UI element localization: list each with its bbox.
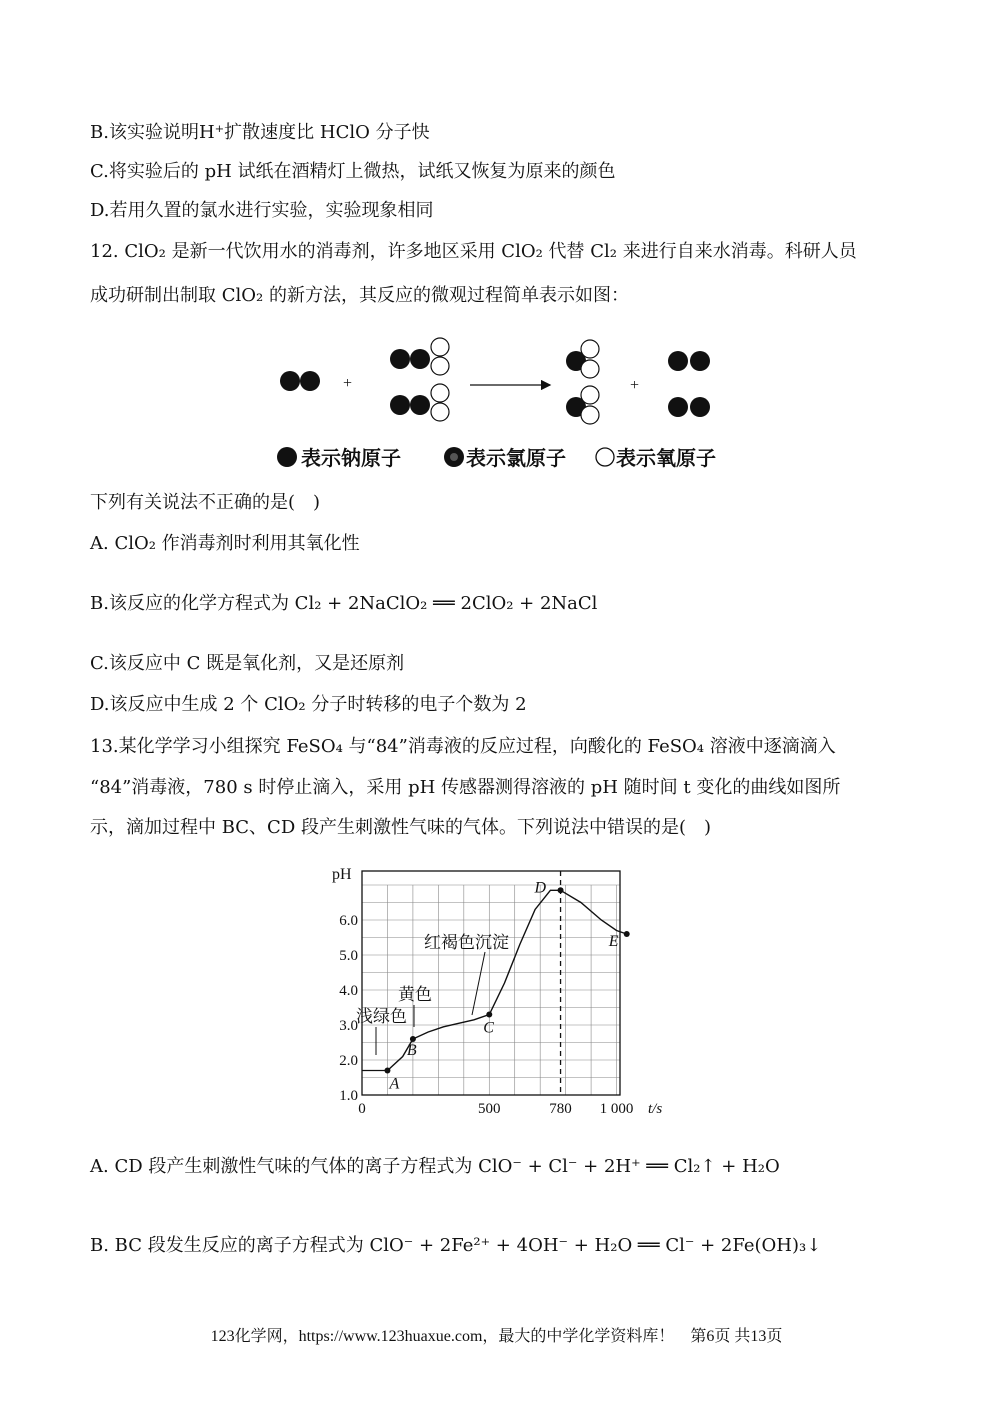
x-tick-label: 0 xyxy=(358,1101,366,1117)
plus-sign-1: + xyxy=(343,375,353,392)
q13-option-a: A. CD 段产生刺激性气味的气体的离子方程式为 ClO⁻ + Cl⁻ + 2H⁺ ══ Cl₂↑ + H₂O xyxy=(90,1156,780,1177)
point-label-A: A xyxy=(389,1075,400,1093)
cl2-molecule xyxy=(280,371,320,391)
q12-question: 下列有关说法不正确的是( ) xyxy=(90,492,321,513)
y-axis-label: pH xyxy=(332,866,352,883)
q13-stem-line2: “84”消毒液，780 s 时停止滴入，采用 pH 传感器测得溶液的 pH 随时间 t 变化的曲线如图所 xyxy=(90,777,841,798)
point-label-E: E xyxy=(608,933,619,950)
q13-option-b: B. BC 段发生反应的离子方程式为 ClO⁻ + 2Fe²⁺ + 4OH⁻ + H₂O ══ Cl⁻ + 2Fe(OH)₃↓ xyxy=(90,1235,822,1256)
q13-stem-line1: 13.某化学学习小组探究 FeSO₄ 与“84”消毒液的反应过程，向酸化的 FeSO₄ 溶液中逐滴滴入 xyxy=(90,736,836,757)
svg-text:表示钠原子: 表示钠原子 xyxy=(301,448,401,470)
naclo2-molecule-2 xyxy=(390,384,449,421)
q12-stem-line1: 12. ClO₂ 是新一代饮用水的消毒剂，许多地区采用 ClO₂ 代替 Cl₂ 来进行自来水消毒。科研人员 xyxy=(90,241,857,262)
y-tick-label: 3.0 xyxy=(339,1018,358,1034)
q12-option-b: B.该反应的化学方程式为 Cl₂ + 2NaClO₂ ══ 2ClO₂ + 2NaCl xyxy=(90,593,598,614)
svg-text:表示氧原子: 表示氧原子 xyxy=(616,448,716,470)
annotation-arrow xyxy=(472,952,485,1015)
annotation-light-green: 浅绿色 xyxy=(356,1007,407,1026)
y-tick-label: 1.0 xyxy=(339,1088,358,1104)
nacl-molecule-2 xyxy=(668,397,710,417)
annotation-yellow: 黄色 xyxy=(398,985,432,1004)
x-tick-label: 780 xyxy=(549,1101,572,1117)
q12-option-c: C.该反应中 C 既是氧化剂，又是还原剂 xyxy=(90,653,405,674)
q12-option-a: A. ClO₂ 作消毒剂时利用其氧化性 xyxy=(90,533,360,554)
legend-chlorine xyxy=(444,446,566,470)
nacl-molecule-1 xyxy=(668,351,710,371)
plot-frame xyxy=(362,871,620,1095)
point-label-B: B xyxy=(406,1042,417,1059)
point-E xyxy=(624,931,630,937)
point-label-D: D xyxy=(534,879,547,897)
legend-sodium xyxy=(277,446,401,470)
q13-stem-line3: 示，滴加过程中 BC、CD 段产生刺激性气味的气体。下列说法中错误的是( ) xyxy=(90,817,712,838)
legend-oxygen xyxy=(596,446,716,470)
q11-option-b: B.该实验说明H⁺扩散速度比 HClO 分子快 xyxy=(90,122,430,143)
q12-option-d: D.该反应中生成 2 个 ClO₂ 分子时转移的电子个数为 2 xyxy=(90,694,527,715)
svg-text:表示氯原子: 表示氯原子 xyxy=(466,448,566,470)
q12-stem-line2: 成功研制出制取 ClO₂ 的新方法，其反应的微观过程简单表示如图： xyxy=(90,285,629,306)
x-tick-label: 1 000 xyxy=(599,1101,634,1117)
plus-sign-2: + xyxy=(630,377,640,394)
naclo2-molecule-1 xyxy=(390,338,449,375)
y-tick-label: 2.0 xyxy=(339,1053,358,1069)
page-footer: 123化学网，https://www.123huaxue.com，最大的中学化学资料库！ 第6页 共13页 xyxy=(210,1328,783,1345)
x-tick-label: 500 xyxy=(478,1101,501,1117)
clo2-molecule-1 xyxy=(566,340,599,378)
y-tick-label: 4.0 xyxy=(339,983,358,999)
y-tick-label: 5.0 xyxy=(339,948,358,964)
y-tick-label: 6.0 xyxy=(339,913,358,929)
reaction-diagram xyxy=(270,335,730,475)
ph-chart xyxy=(320,855,680,1125)
point-A xyxy=(384,1068,390,1074)
point-C xyxy=(486,1012,492,1018)
q11-option-c: C.将实验后的 pH 试纸在酒精灯上微热，试纸又恢复为原来的颜色 xyxy=(90,161,616,182)
x-axis-label: t/s xyxy=(648,1101,663,1117)
point-D xyxy=(558,887,564,893)
clo2-molecule-2 xyxy=(566,386,599,424)
point-label-C: C xyxy=(483,1019,494,1037)
q11-option-d: D.若用久置的氯水进行实验，实验现象相同 xyxy=(90,200,434,221)
annotation-red-brown: 红褐色沉淀 xyxy=(424,933,509,952)
